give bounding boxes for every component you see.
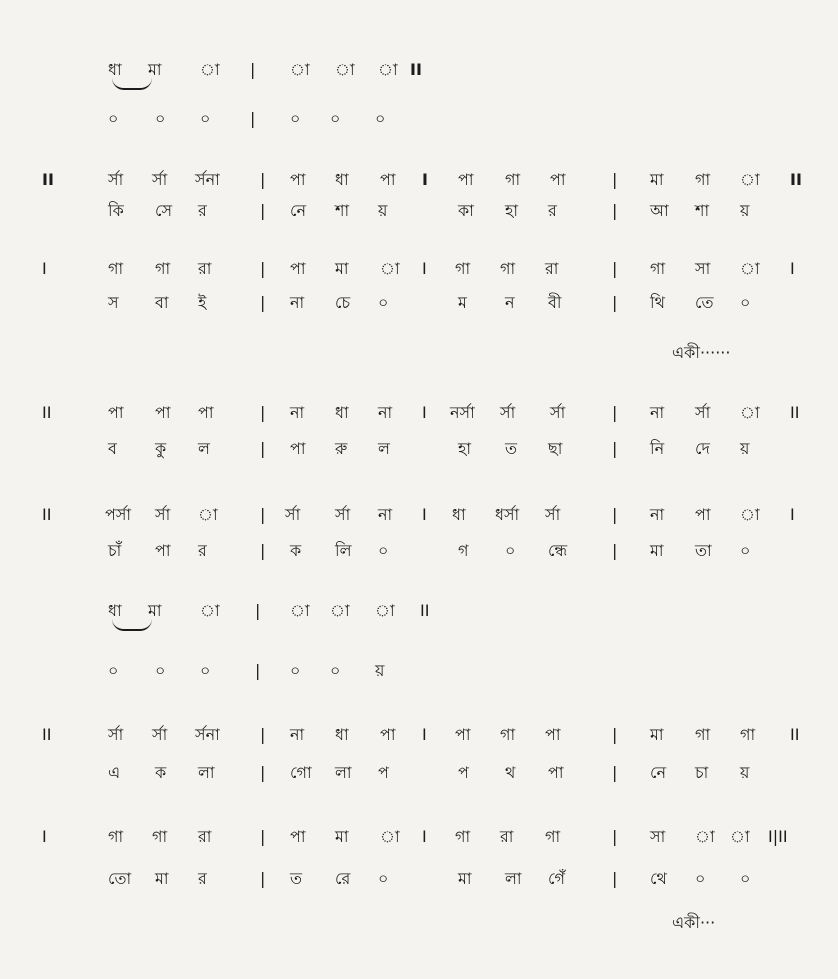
bar-line: | <box>260 763 266 782</box>
section-marker: I <box>422 827 427 846</box>
bar-line: | <box>250 109 256 128</box>
lyric: য় <box>740 763 750 782</box>
lyric: ল <box>378 439 390 458</box>
notation-line <box>0 656 838 686</box>
note: গা <box>650 259 666 278</box>
lyric: ক <box>290 541 302 560</box>
lyrics-line <box>0 536 838 566</box>
note: না <box>378 403 393 422</box>
note: র্সা <box>550 403 566 422</box>
lyric: শা <box>335 201 350 220</box>
lyric: ০ <box>740 541 751 560</box>
lyric: কা <box>458 201 474 220</box>
note: মা <box>650 170 664 189</box>
bar-line: | <box>612 439 618 458</box>
lyric: র <box>198 869 207 888</box>
bar-line: | <box>255 601 261 620</box>
lyric: তে <box>695 293 714 312</box>
note: ০ <box>155 109 166 128</box>
note: পা <box>545 725 561 744</box>
note: পর্সা <box>105 505 132 524</box>
note: পা <box>380 170 396 189</box>
section-marker: II <box>42 505 52 524</box>
lyric: মা <box>650 541 664 560</box>
bar-line: | <box>260 869 266 888</box>
note: রা <box>198 259 212 278</box>
note: র্সা <box>695 403 711 422</box>
note: া <box>330 601 350 620</box>
note: র্সা <box>152 725 168 744</box>
note: া <box>380 259 400 278</box>
lyric: য় <box>378 201 388 220</box>
lyric: না <box>290 293 305 312</box>
lyric: য় <box>740 439 750 458</box>
note: মা <box>148 601 162 620</box>
lyric: ০ <box>378 869 389 888</box>
note: গা <box>740 725 756 744</box>
lyric: ০ <box>505 541 516 560</box>
bar-line: | <box>260 293 266 312</box>
lyric: গ <box>458 541 469 560</box>
note: া <box>740 505 760 524</box>
bar-line: | <box>612 763 618 782</box>
lyric: বী <box>548 293 562 312</box>
note: র্সা <box>285 505 301 524</box>
note: া <box>380 827 400 846</box>
note: ০ <box>330 661 341 680</box>
annotation: একী······ <box>672 343 731 362</box>
lyric: থ <box>505 763 516 782</box>
lyric: তা <box>695 541 712 560</box>
note: র্সনা <box>195 170 220 189</box>
note: ০ <box>290 109 301 128</box>
notation-line <box>0 720 838 750</box>
note: ০ <box>330 109 341 128</box>
note: ধর্সা <box>495 505 520 524</box>
lyric: রু <box>335 439 348 458</box>
lyrics-line <box>0 288 838 318</box>
bar-line: | <box>260 725 266 744</box>
note: র্সা <box>155 505 171 524</box>
lyric: চাঁ <box>108 541 122 560</box>
lyric: রে <box>335 869 351 888</box>
slur-mark <box>112 619 152 631</box>
section-marker: I <box>422 170 428 189</box>
note: গা <box>695 725 711 744</box>
slur-mark <box>112 78 152 90</box>
section-marker: I <box>422 505 427 524</box>
lyric: তো <box>108 869 132 888</box>
lyric: প <box>378 763 389 782</box>
section-marker: II <box>790 170 802 189</box>
note: ০ <box>200 109 211 128</box>
lyric: মা <box>155 869 169 888</box>
lyrics-line <box>0 864 838 894</box>
note: রা <box>545 259 559 278</box>
lyric: লা <box>198 763 215 782</box>
note: গা <box>108 259 124 278</box>
lyric: হা <box>505 201 519 220</box>
note: া <box>740 403 760 422</box>
lyric: পা <box>548 763 564 782</box>
section-marker: II <box>790 725 800 744</box>
lyric: ০ <box>740 869 751 888</box>
annotation: একী··· <box>672 913 716 932</box>
note: নর্সা <box>450 403 475 422</box>
section-marker: II <box>42 403 52 422</box>
note: য় <box>375 661 385 680</box>
note: না <box>290 725 305 744</box>
note: ধা <box>108 60 122 79</box>
lyric: ছা <box>548 439 563 458</box>
note: না <box>650 505 665 524</box>
notation-line <box>0 104 838 134</box>
lyric: লি <box>335 541 352 560</box>
section-marker: I <box>422 259 427 278</box>
lyric: নে <box>290 201 307 220</box>
section-marker: I <box>422 725 427 744</box>
lyric: ন <box>505 293 515 312</box>
note: গা <box>152 827 168 846</box>
note: পা <box>380 725 396 744</box>
note: গা <box>155 259 171 278</box>
note: মা <box>650 725 664 744</box>
bar-line: | <box>612 541 618 560</box>
note: পা <box>458 170 474 189</box>
bar-line: | <box>260 505 266 524</box>
note: ০ <box>290 661 301 680</box>
lyric: মা <box>458 869 472 888</box>
notation-line <box>0 398 838 428</box>
note: র্সনা <box>195 725 220 744</box>
lyric: ল <box>198 439 210 458</box>
bar-line: | <box>612 293 618 312</box>
note: া <box>290 601 310 620</box>
lyric: য় <box>740 201 750 220</box>
section-marker: II <box>420 601 430 620</box>
lyric: দে <box>695 439 710 458</box>
section-marker: I <box>790 259 795 278</box>
note: মা <box>335 259 349 278</box>
lyric: নি <box>650 439 665 458</box>
lyric: এ <box>108 763 121 782</box>
note: র্সা <box>108 170 124 189</box>
lyric: পা <box>290 439 306 458</box>
lyric: র <box>198 201 207 220</box>
lyric: ত <box>290 869 303 888</box>
note: না <box>650 403 665 422</box>
section-marker: I <box>42 827 47 846</box>
note: া <box>695 827 715 846</box>
lyric: কু <box>155 439 167 458</box>
note: ০ <box>155 661 166 680</box>
note: ধা <box>452 505 466 524</box>
lyric: ক <box>155 763 167 782</box>
section-marker: I <box>422 403 427 422</box>
section-marker: I <box>790 505 795 524</box>
note: সা <box>695 259 711 278</box>
note: া <box>740 170 760 189</box>
section-marker: II <box>790 403 800 422</box>
notation-line <box>0 500 838 530</box>
note: না <box>290 403 305 422</box>
lyric: আ <box>650 201 669 220</box>
note: ধা <box>335 403 349 422</box>
note: না <box>378 505 393 524</box>
lyric: শা <box>695 201 710 220</box>
note: া <box>200 60 220 79</box>
lyric: থে <box>650 869 667 888</box>
lyric: থি <box>650 293 665 312</box>
note: র্সা <box>500 403 516 422</box>
bar-line: | <box>612 827 618 846</box>
lyric: চে <box>335 293 351 312</box>
lyric: র <box>198 541 207 560</box>
bar-line: | <box>612 170 618 189</box>
note: ০ <box>108 661 119 680</box>
note: গা <box>505 170 521 189</box>
bar-line: | <box>255 661 261 680</box>
lyric: র <box>548 201 557 220</box>
note: র্সা <box>108 725 124 744</box>
note: ধা <box>108 601 122 620</box>
note: গা <box>500 259 516 278</box>
bar-line: | <box>250 60 256 79</box>
note: মা <box>335 827 349 846</box>
note: া <box>378 60 398 79</box>
bar-line: | <box>612 403 618 422</box>
note: পা <box>290 827 306 846</box>
note: গা <box>545 827 561 846</box>
note: া <box>290 60 310 79</box>
note: পা <box>155 403 171 422</box>
lyric: ত <box>505 439 518 458</box>
section-marker: II <box>410 60 422 79</box>
lyrics-line <box>0 196 838 226</box>
notation-line <box>0 254 838 284</box>
note: া <box>335 60 355 79</box>
note: া <box>375 601 395 620</box>
note: পা <box>198 403 214 422</box>
note: পা <box>455 725 471 744</box>
lyric: ব <box>108 439 117 458</box>
lyric: ০ <box>378 541 389 560</box>
note: পা <box>290 170 306 189</box>
notation-line <box>0 822 838 852</box>
note: মা <box>148 60 162 79</box>
note: পা <box>290 259 306 278</box>
note: র্সা <box>152 170 168 189</box>
lyric: চা <box>695 763 709 782</box>
section-marker: I <box>42 259 47 278</box>
note: র্সা <box>545 505 561 524</box>
note: ০ <box>108 109 119 128</box>
section-marker: I|II <box>768 827 788 846</box>
note: া <box>198 505 218 524</box>
note: পা <box>108 403 124 422</box>
lyric: সে <box>155 201 173 220</box>
note: গা <box>455 259 471 278</box>
note: গা <box>455 827 471 846</box>
note: গা <box>500 725 516 744</box>
bar-line: | <box>612 869 618 888</box>
lyric: বা <box>155 293 169 312</box>
lyric: ই <box>198 293 207 312</box>
note: া <box>740 259 760 278</box>
lyric: লা <box>505 869 522 888</box>
note: ধা <box>335 170 349 189</box>
note: গা <box>695 170 711 189</box>
lyric: কি <box>108 201 124 220</box>
note: ধা <box>335 725 349 744</box>
note: র্সা <box>335 505 351 524</box>
lyric: পা <box>155 541 171 560</box>
bar-line: | <box>260 170 266 189</box>
bar-line: | <box>260 827 266 846</box>
lyric: নে <box>650 763 667 782</box>
bar-line: | <box>260 439 266 458</box>
bar-line: | <box>260 403 266 422</box>
bar-line: | <box>612 725 618 744</box>
note: পা <box>550 170 566 189</box>
note: পা <box>695 505 711 524</box>
lyrics-line <box>0 434 838 464</box>
bar-line: | <box>612 505 618 524</box>
lyrics-line <box>0 758 838 788</box>
note: ০ <box>375 109 386 128</box>
lyric: গো <box>290 763 312 782</box>
note: ০ <box>200 661 211 680</box>
note: সা <box>650 827 666 846</box>
bar-line: | <box>260 201 266 220</box>
lyric: ০ <box>378 293 389 312</box>
lyric: গেঁ <box>548 869 565 888</box>
note: া <box>730 827 750 846</box>
bar-line: | <box>260 259 266 278</box>
notation-line <box>0 165 838 195</box>
lyric: ০ <box>695 869 706 888</box>
bar-line: | <box>260 541 266 560</box>
section-marker: II <box>42 725 52 744</box>
lyric: হা <box>458 439 472 458</box>
lyric: লা <box>335 763 352 782</box>
lyric: ন্ধে <box>548 541 568 560</box>
section-marker: II <box>42 170 54 189</box>
lyric: ম <box>458 293 467 312</box>
lyric: স <box>108 293 119 312</box>
bar-line: | <box>612 259 618 278</box>
bar-line: | <box>612 201 618 220</box>
lyric: প <box>458 763 469 782</box>
note: া <box>200 601 220 620</box>
note: রা <box>198 827 212 846</box>
note: রা <box>500 827 514 846</box>
note: গা <box>108 827 124 846</box>
lyric: ০ <box>740 293 751 312</box>
